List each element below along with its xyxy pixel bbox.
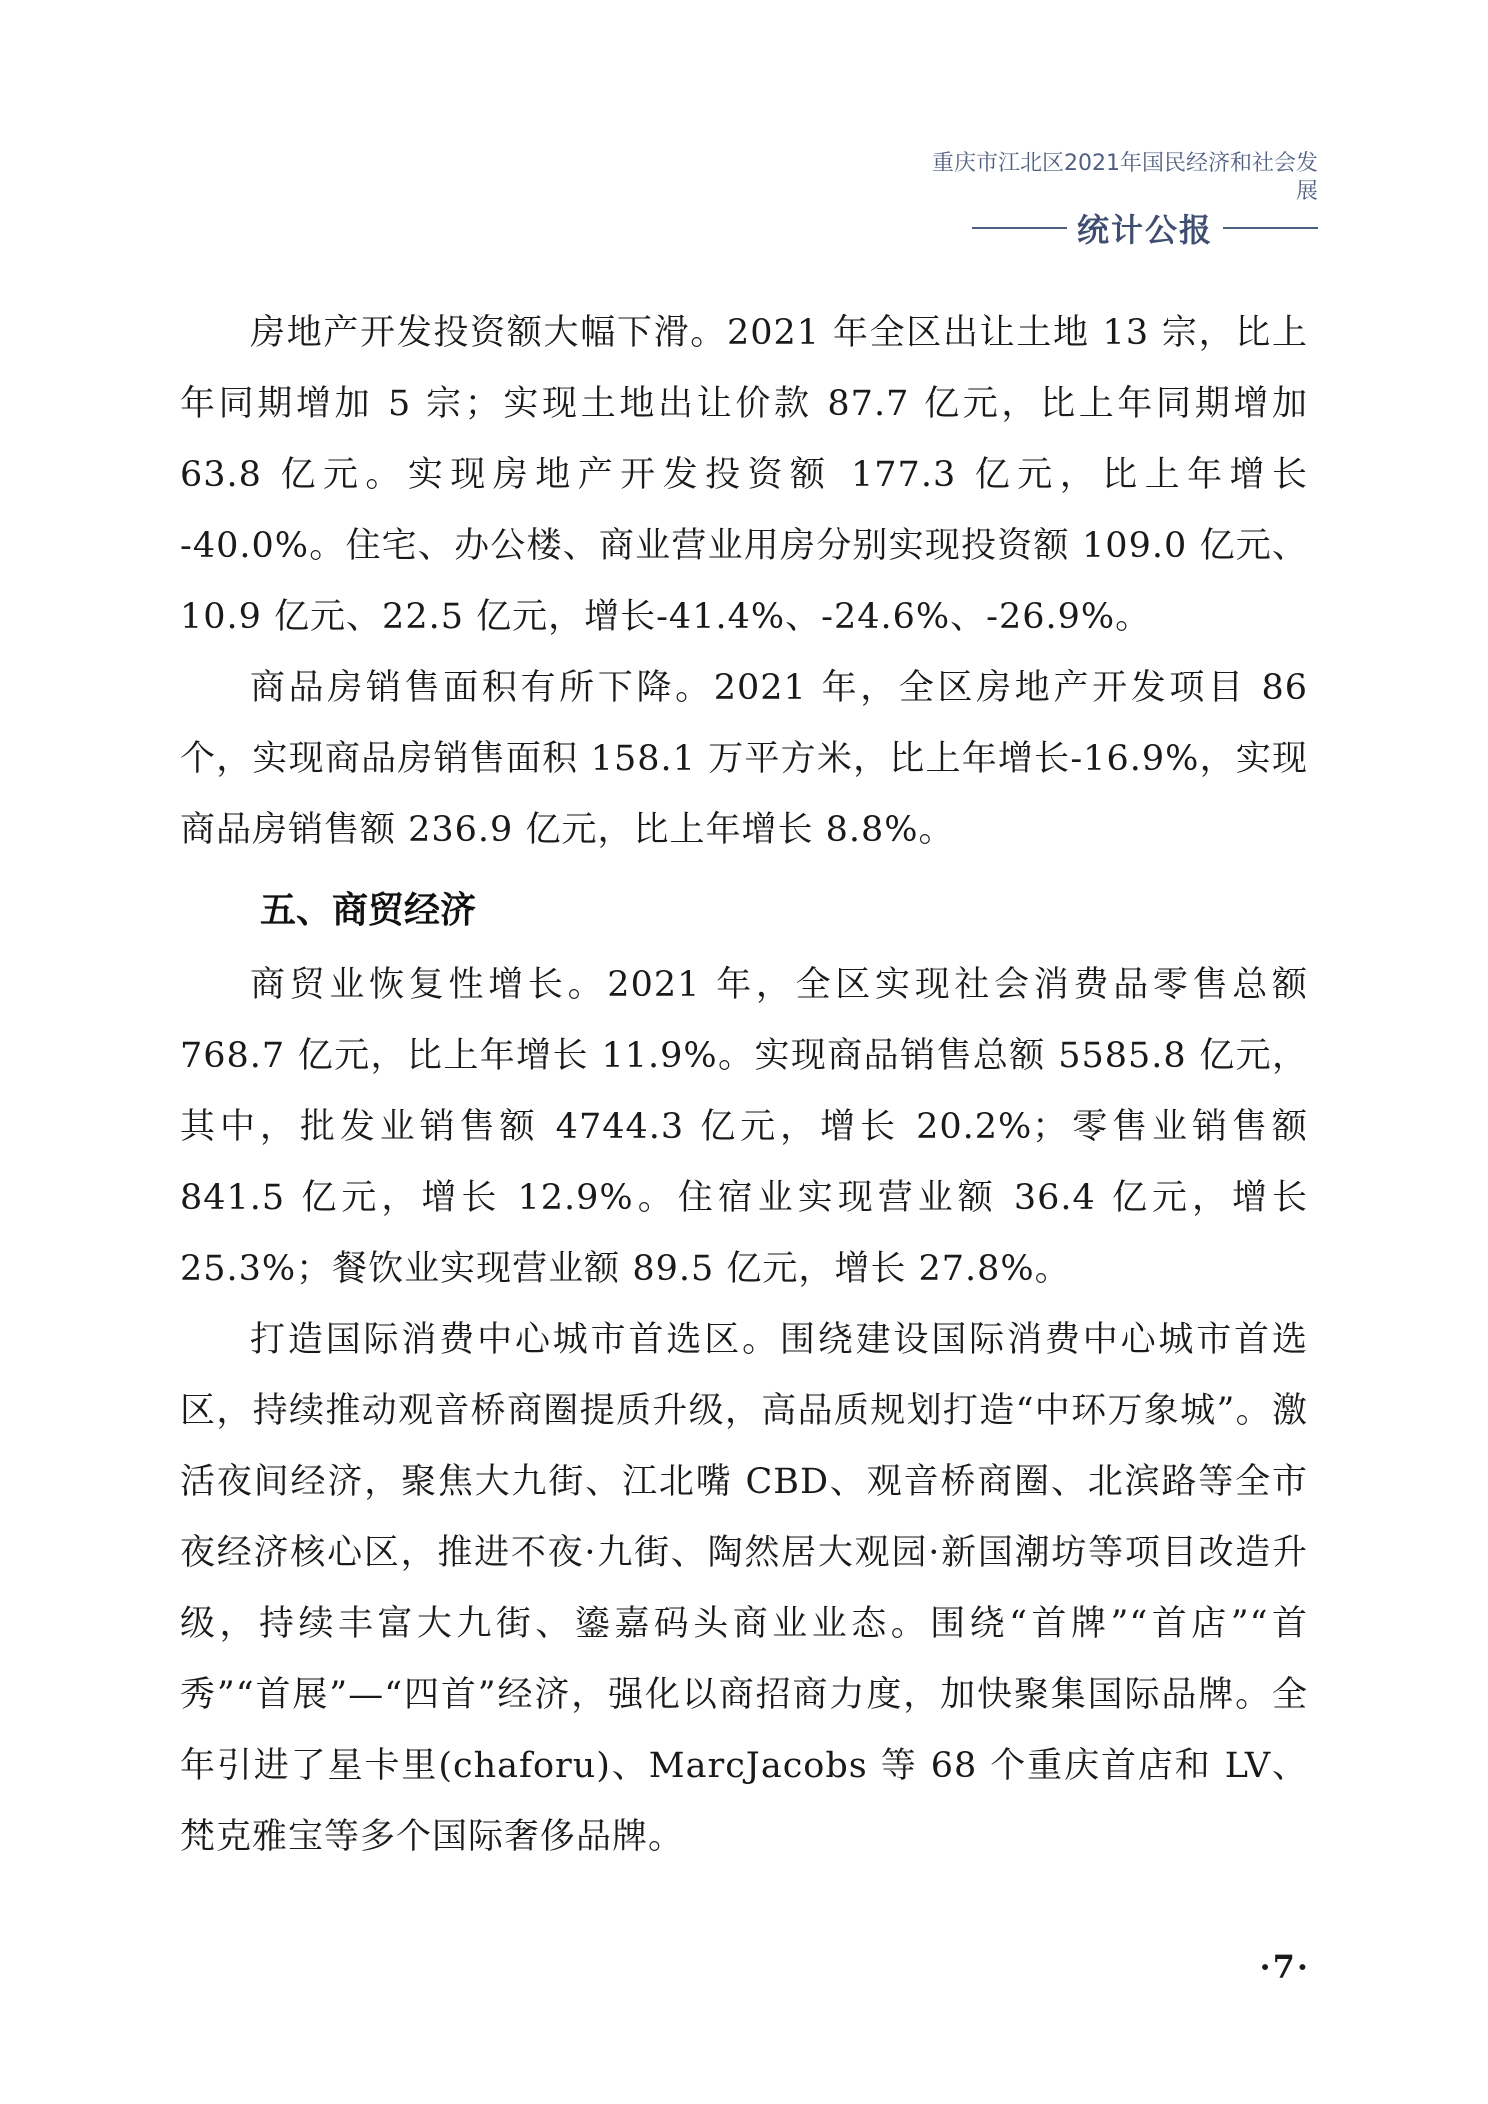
- header-rule-right: [1223, 227, 1318, 229]
- paragraph-commerce-growth: 商贸业恢复性增长。2021 年，全区实现社会消费品零售总额 768.7 亿元，比上年增长 11.9%。实现商品销售总额 5585.8 亿元，其中，批发业销售额 4744.3 亿元，增长 20.2%；零售业销售额 841.5 亿元，增长 12.9%。住宿业实现营业额 36.4 亿元，增长 25.3%；餐饮业实现营业额 89.5 亿元，增长 27.8%。: [180, 965, 1308, 1289]
- header-title-row: [918, 208, 1318, 248]
- paragraph-real-estate-investment: 房地产开发投资额大幅下滑。2021 年全区出让土地 13 宗，比上年同期增加 5 宗；实现土地出让价款 87.7 亿元，比上年同期增加 63.8 亿元。实现房地产开发投资额 177.3 亿元，比上年增长 -40.0%。住宅、办公楼、商业营业用房分别实现投资额 109.0 亿元、10.9 亿元、22.5 亿元，增长-41.4%、-24.6%、-26.9%。: [180, 313, 1308, 637]
- document-body: [180, 298, 1308, 1873]
- paragraph-housing-sales: 商品房销售面积有所下降。2021 年，全区房地产开发项目 86 个，实现商品房销售面积 158.1 万平方米，比上年增长-16.9%，实现商品房销售额 236.9 亿元，比上年增长 8.8%。: [180, 668, 1308, 850]
- header-subtitle: 重庆市江北区2021年国民经济和社会发展: [932, 151, 1318, 204]
- page-header: [918, 150, 1318, 248]
- paragraph-consumption-center: 打造国际消费中心城市首选区。围绕建设国际消费中心城市首选区，持续推动观音桥商圈提质升级，高品质规划打造“中环万象城”。激活夜间经济，聚焦大九街、江北嘴 CBD、观音桥商圈、北滨路等全市夜经济核心区，推进不夜·九街、陶然居大观园·新国潮坊等项目改造升级，持续丰富大九街、鎏嘉码头商业业态。围绕“首牌”“首店”“首秀”“首展”—“四首”经济，强化以商招商力度，加快聚集国际品牌。全年引进了星卡里(chaforu)、MarcJacobs 等 68 个重庆首店和 LV、梵克雅宝等多个国际奢侈品牌。: [180, 1320, 1308, 1857]
- page-number: ·7·: [1259, 1948, 1310, 1986]
- header-title: 统计公报: [1076, 211, 1213, 249]
- section-title-commerce: 五、商贸经济: [260, 890, 477, 931]
- header-rule-left: [972, 227, 1067, 229]
